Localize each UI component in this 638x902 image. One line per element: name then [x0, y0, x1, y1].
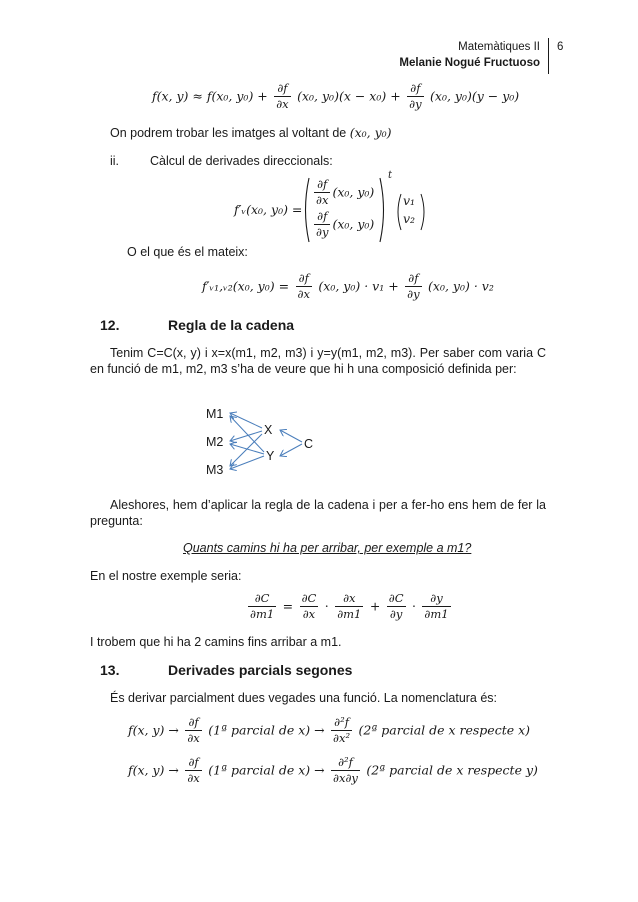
- eq2-row1-num: ∂f: [314, 178, 330, 193]
- eq6-n1: ∂f: [185, 756, 201, 771]
- paragraph-13: És derivar parcialment dues vegades una funció. La nomenclatura és:: [110, 691, 498, 705]
- eq5-rhs: (2ª parcial de x respecte x): [358, 722, 531, 738]
- arrow-x-m3: [230, 434, 262, 466]
- eq3-lhs: f′ᵥ₁,ᵥ₂(x₀, y₀) =: [202, 278, 290, 294]
- eq2-lhs: f′ᵥ(x₀, y₀) =: [234, 202, 303, 217]
- eq1-frac-y-num: ∂f: [407, 82, 423, 97]
- eq6-d2: ∂x∂y: [333, 771, 358, 785]
- eq5-mid: (1ª parcial de x) →: [208, 722, 325, 738]
- eq1-frac-x-num: ∂f: [274, 82, 290, 97]
- eq1-frac-x-den: ∂x: [276, 97, 289, 111]
- eq2-row2-den: ∂y: [316, 225, 329, 239]
- header-divider: [548, 38, 549, 74]
- eq6-d1: ∂x: [187, 771, 200, 785]
- line-matrix: O el que és el mateix:: [127, 245, 248, 259]
- eq6-n2: ∂²f: [331, 756, 360, 771]
- eq5-lhs: f(x, y) →: [128, 722, 179, 738]
- eq2-transpose: t: [388, 170, 393, 181]
- eq3-rhs: (x₀, y₀) · v₂: [428, 278, 494, 294]
- node-c: C: [304, 437, 314, 451]
- section-12-title: Regla de la cadena: [168, 317, 295, 333]
- line-tangent: [110, 125, 392, 141]
- eq5-d1: ∂x: [187, 731, 200, 745]
- eq6-rhs: (2ª parcial de x respecte y): [366, 762, 538, 778]
- eq1-rhs: (x₀, y₀)(y − y₀): [430, 88, 520, 104]
- node-x: X: [264, 423, 273, 437]
- eq2-row1-den: ∂x: [316, 193, 329, 207]
- eq3-frac-x-num: ∂f: [296, 272, 312, 287]
- arrow-c-x: [280, 430, 302, 442]
- arrow-y-m3: [230, 456, 264, 469]
- eq4-d2: ∂x: [302, 607, 316, 621]
- equation-directional: [234, 170, 414, 246]
- eq1-frac-y-den: ∂y: [409, 97, 422, 111]
- eq2-row2-num: ∂f: [314, 210, 330, 225]
- eq2-vector-left-paren: [395, 193, 403, 231]
- section-13-title: Derivades parcials segones: [168, 662, 353, 678]
- eq4-n5: ∂y: [422, 592, 450, 607]
- eq5-n2: ∂²f: [331, 716, 352, 731]
- line-paths: I trobem que hi ha 2 camins fins arribar a m1.: [90, 635, 342, 649]
- eq4-n4: ∂C: [388, 591, 404, 605]
- eq2-row2: [312, 210, 374, 239]
- eq3-frac-x-den: ∂x: [297, 287, 310, 301]
- eq2-v1: v₁: [403, 193, 416, 208]
- eq4-n1: ∂C: [248, 592, 276, 607]
- eq2-row1: [312, 178, 374, 207]
- eq1-frac-x: [274, 82, 290, 111]
- paragraph-after-diagram: Aleshores, hem d’aplicar la regla de la cadena i per a fer-ho ens hem de fer la pregunta:: [90, 498, 546, 528]
- item-ii-marker: ii.: [110, 154, 120, 168]
- equation-taylor: [152, 82, 519, 111]
- node-m2: M2: [206, 435, 224, 449]
- eq3-frac-y-num: ∂f: [405, 272, 421, 287]
- eq2-vector: [395, 193, 427, 233]
- equation-directional-expanded: [202, 272, 494, 301]
- page-number: 6: [557, 41, 564, 53]
- eq1-frac-y: [407, 82, 423, 111]
- line-example: En el nostre exemple seria:: [90, 569, 242, 583]
- equation-second-partial-xx: [128, 716, 530, 745]
- eq2-row2-arg: (x₀, y₀): [332, 216, 375, 232]
- eq2-right-paren: [378, 176, 388, 244]
- diagram-arrows: [196, 404, 336, 484]
- node-y: Y: [266, 449, 275, 463]
- eq5-n1: ∂f: [185, 716, 201, 731]
- eq4-plus: +: [369, 598, 381, 614]
- eq2-vector-right-paren: [419, 193, 427, 231]
- section-13-number: 13.: [100, 662, 120, 678]
- arrow-c-y: [280, 444, 302, 456]
- eq4-d4: ∂y: [389, 607, 403, 621]
- eq4-eq: =: [282, 598, 294, 614]
- node-m3: M3: [206, 463, 224, 477]
- eq1-mid: (x₀, y₀)(x − x₀) +: [297, 88, 401, 104]
- eq4-dot2: ·: [411, 598, 416, 614]
- eq4-d3: ∂m1: [337, 607, 362, 621]
- eq4-d1: ∂m1: [250, 607, 275, 621]
- eq3-frac-y-den: ∂y: [407, 287, 420, 301]
- chain-diagram: [196, 404, 336, 484]
- header-subject: Matemàtiques II: [458, 41, 540, 53]
- eq2-left-paren: [301, 176, 311, 244]
- question: Quants camins hi ha per arribar, per exemple a m1?: [183, 541, 472, 555]
- equation-chain-rule: [246, 592, 453, 621]
- header-author: Melanie Nogué Fructuoso: [399, 57, 540, 69]
- line-tangent-text: On podrem trobar les imatges al voltant de: [110, 126, 347, 140]
- eq6-mid: (1ª parcial de x) →: [208, 762, 325, 778]
- item-ii-text: Càlcul de derivades direccionals:: [150, 154, 333, 168]
- eq4-dot1: ·: [324, 598, 329, 614]
- eq1-lhs: f(x, y) ≈ f(x₀, y₀) +: [152, 88, 268, 104]
- eq5-d2: ∂x²: [333, 731, 351, 745]
- equation-second-partial-xy: [128, 756, 538, 785]
- eq3-mid: (x₀, y₀) · v₁ +: [318, 278, 399, 294]
- eq4-n2: ∂C: [301, 591, 317, 605]
- eq4-d5: ∂m1: [424, 607, 449, 621]
- eq6-lhs: f(x, y) →: [128, 762, 179, 778]
- node-m1: M1: [206, 407, 224, 421]
- line-tangent-math: (x₀, y₀): [349, 125, 392, 140]
- eq4-n3: ∂x: [335, 592, 363, 607]
- arrow-y-m2: [230, 444, 264, 454]
- paragraph-12: Tenim C=C(x, y) i x=x(m1, m2, m3) i y=y(m1, m2, m3). Per saber com varia C en funció de m1, m2, m3 s’ha de veure que hi h una composició definida per:: [90, 346, 546, 376]
- eq2-v2: v₂: [403, 211, 416, 226]
- section-12-number: 12.: [100, 317, 120, 333]
- eq2-row1-arg: (x₀, y₀): [332, 184, 375, 200]
